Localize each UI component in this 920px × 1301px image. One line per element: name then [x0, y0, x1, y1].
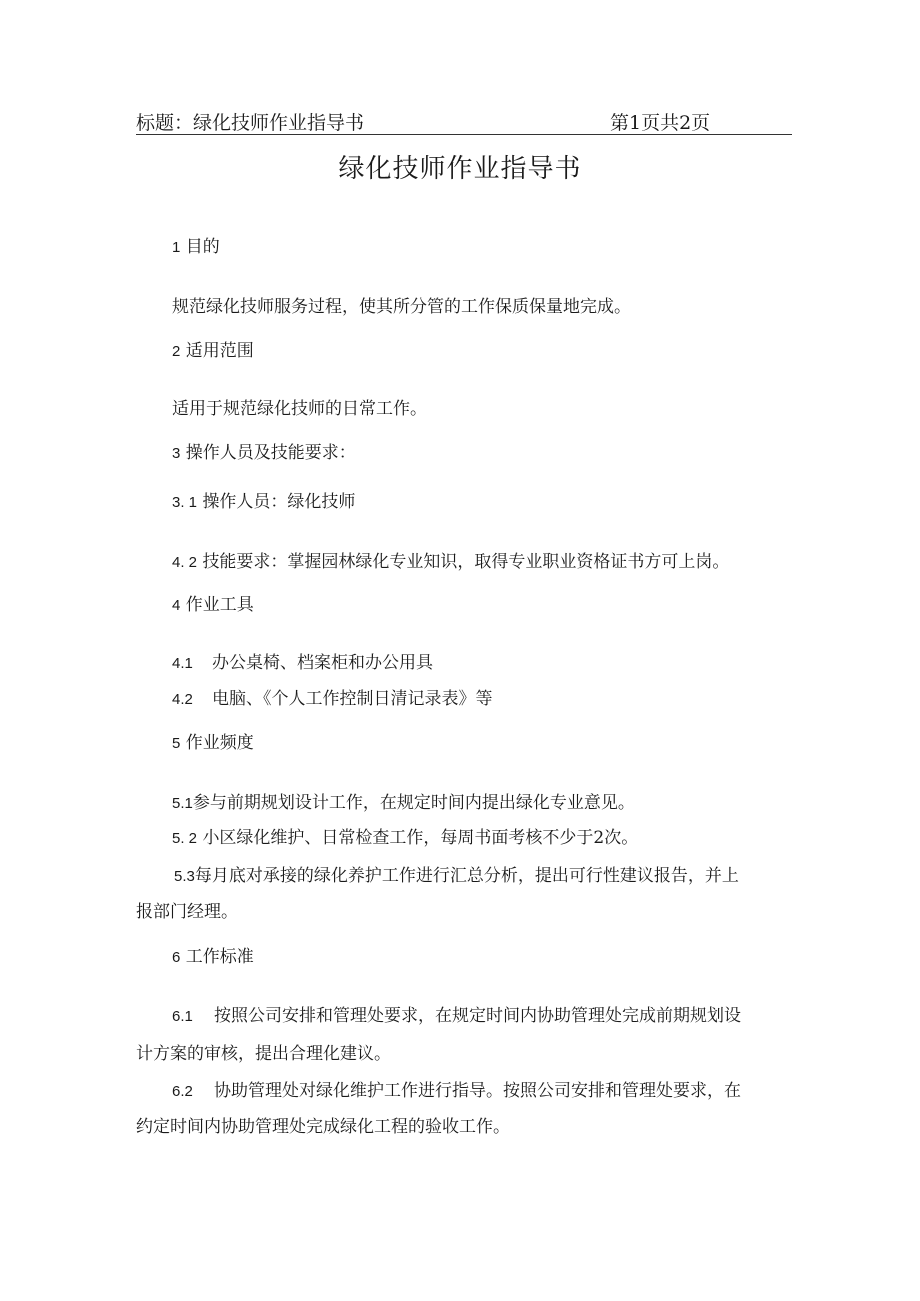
header-title: 标题：绿化技师作业指导书 — [136, 112, 365, 134]
item-text-continued: 约定时间内协助管理处完成绿化工程的验收工作。 — [136, 1117, 510, 1137]
item-text: 电脑、《个人工作控制日清记录表》等 — [212, 689, 493, 709]
section-number: 3 — [172, 445, 181, 462]
section-title: 作业频度 — [185, 733, 254, 753]
section-heading — [172, 236, 220, 259]
item-text: 技能要求：掌握园林绿化专业知识，取得专业职业资格证书方可上岗。 — [202, 552, 730, 572]
page-header — [136, 106, 792, 135]
section-number: 2 — [172, 343, 181, 360]
list-item — [172, 551, 729, 574]
item-number: 5. 2 — [172, 830, 198, 847]
list-item — [172, 792, 635, 815]
list-item — [172, 491, 355, 514]
list-item — [172, 1080, 741, 1103]
section-number: 6 — [172, 949, 181, 966]
item-number: 3. 1 — [172, 494, 198, 511]
item-text-continued: 报部门经理。 — [136, 902, 238, 922]
section-heading — [172, 594, 254, 617]
section-title: 工作标准 — [185, 947, 254, 967]
section-heading — [172, 442, 356, 465]
paragraph: 规范绿化技师服务过程，使其所分管的工作保质保量地完成。 — [172, 297, 631, 317]
section-number: 5 — [172, 735, 181, 752]
item-text-continued: 计方案的审核，提出合理化建议。 — [136, 1044, 391, 1064]
item-number: 6.2 — [172, 1083, 193, 1100]
page-number: 第1页共2页 — [610, 112, 711, 134]
section-heading — [172, 340, 254, 363]
item-number: 4. 2 — [172, 554, 198, 571]
item-text: 办公桌椅、档案柜和办公用具 — [212, 653, 433, 673]
item-text: 小区绿化维护、日常检查工作，每周书面考核不少于2次。 — [202, 828, 639, 848]
section-title: 作业工具 — [185, 595, 254, 615]
list-item — [172, 652, 433, 675]
section-title: 适用范围 — [185, 341, 254, 361]
section-number: 1 — [172, 239, 181, 256]
paragraph: 适用于规范绿化技师的日常工作。 — [172, 399, 427, 419]
document-title: 绿化技师作业指导书 — [338, 154, 582, 184]
item-text: 按照公司安排和管理处要求，在规定时间内协助管理处完成前期规划设 — [214, 1006, 741, 1026]
section-title: 操作人员及技能要求： — [185, 443, 356, 463]
item-number: 6.1 — [172, 1008, 193, 1025]
item-number: 4.1 — [172, 655, 193, 672]
item-text: 每月底对承接的绿化养护工作进行汇总分析，提出可行性建议报告，并上 — [194, 866, 739, 886]
list-item — [172, 1005, 741, 1028]
section-title: 目的 — [185, 237, 220, 257]
item-text: 参与前期规划设计工作，在规定时间内提出绿化专业意见。 — [192, 793, 635, 813]
list-item — [172, 827, 638, 850]
item-number: 5.3 — [174, 868, 195, 885]
list-item — [174, 865, 739, 888]
item-number: 4.2 — [172, 691, 193, 708]
item-text: 协助管理处对绿化维护工作进行指导。按照公司安排和管理处要求，在 — [214, 1081, 741, 1101]
list-item — [172, 688, 493, 711]
section-number: 4 — [172, 597, 181, 614]
item-number: 5.1 — [172, 795, 193, 812]
section-heading — [172, 946, 254, 969]
section-heading — [172, 732, 254, 755]
item-text: 操作人员：绿化技师 — [202, 492, 356, 512]
